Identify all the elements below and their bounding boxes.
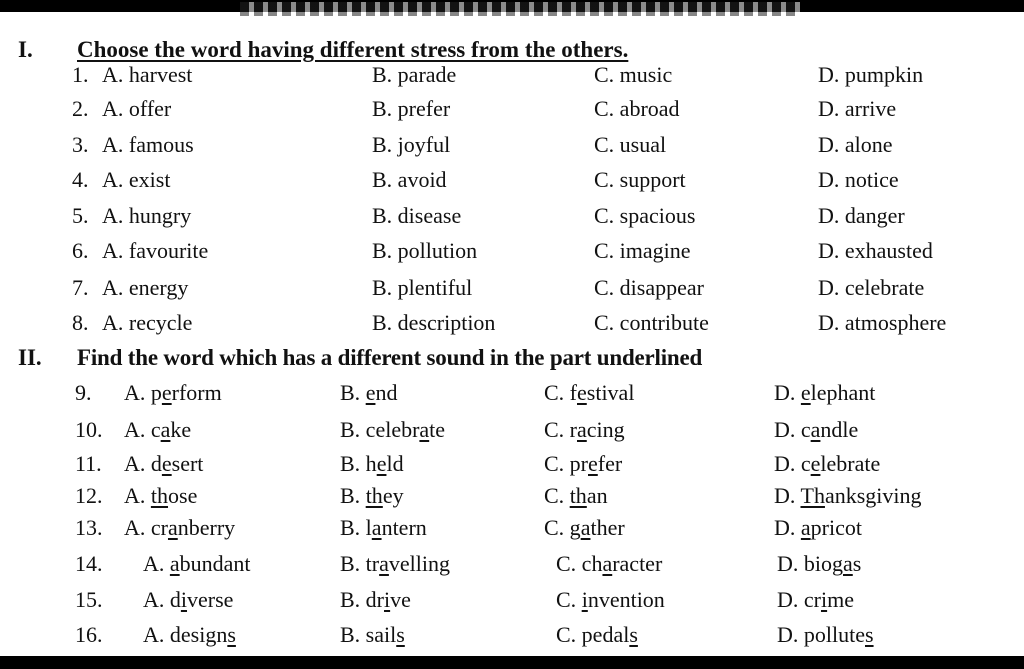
option-a: A. hungry xyxy=(102,203,192,228)
option-d xyxy=(774,515,862,541)
option-text: ose xyxy=(168,483,198,508)
option-text: C. xyxy=(544,483,570,508)
option-text: lephant xyxy=(810,380,876,405)
option-b: B. disease xyxy=(372,203,462,228)
option-c xyxy=(556,551,662,577)
option-text: ey xyxy=(382,483,404,508)
option-a xyxy=(143,551,251,577)
underlined-part: a xyxy=(602,551,613,576)
option-d xyxy=(777,551,861,577)
option-b: B. prefer xyxy=(372,96,451,121)
underlined-part: s xyxy=(396,622,405,647)
option-text: A. cr xyxy=(124,515,168,540)
question-number: 9. xyxy=(75,380,92,405)
option-b xyxy=(340,515,427,541)
option-c: C. contribute xyxy=(594,310,709,335)
option-text: lebrate xyxy=(820,451,881,476)
option-text: A. xyxy=(124,483,151,508)
option-d xyxy=(774,451,880,477)
question-number: 10. xyxy=(75,417,103,442)
option-c: C. usual xyxy=(594,132,667,157)
option-text: ld xyxy=(386,451,404,476)
underlined-part: e xyxy=(161,380,172,405)
underlined-part: a xyxy=(843,551,853,576)
underlined-part: a xyxy=(160,417,171,442)
option-text: A. c xyxy=(124,417,161,442)
option-text: ther xyxy=(590,515,625,540)
option-b: B. description xyxy=(372,310,496,335)
underlined-part: a xyxy=(169,551,180,576)
option-a: A. exist xyxy=(102,167,171,192)
option-a: A. recycle xyxy=(102,310,193,335)
underlined-part: s xyxy=(865,622,874,647)
option-d xyxy=(774,483,922,509)
option-text: anksgiving xyxy=(824,483,922,508)
section-2-title: Find the word which has a different sound in the part underlined xyxy=(77,345,703,370)
option-a: A. harvest xyxy=(102,62,193,87)
option-b xyxy=(340,483,404,509)
option-text: ntern xyxy=(381,515,427,540)
option-text: B. celebr xyxy=(340,417,420,442)
underlined-part: i xyxy=(180,587,188,612)
option-text: bundant xyxy=(179,551,251,576)
option-text: D. c xyxy=(774,451,811,476)
option-a xyxy=(143,622,236,648)
option-text: C. ch xyxy=(556,551,603,576)
underlined-part: th xyxy=(365,483,383,508)
option-text: racter xyxy=(612,551,663,576)
underlined-part: th xyxy=(569,483,587,508)
option-d: D. pumpkin xyxy=(818,62,924,87)
option-text: A. d xyxy=(143,587,181,612)
section-1-number: I. xyxy=(18,37,33,62)
underlined-part: a xyxy=(800,515,811,540)
question-number: 4. xyxy=(72,167,89,192)
option-c xyxy=(544,417,625,443)
question-number: 6. xyxy=(72,238,89,263)
option-text: B. tr xyxy=(340,551,380,576)
question-number: 2. xyxy=(72,96,89,121)
option-text: A. p xyxy=(124,380,162,405)
question-number: 11. xyxy=(75,451,102,476)
option-text: C. xyxy=(556,587,582,612)
option-b xyxy=(340,622,405,648)
option-c xyxy=(544,483,608,509)
option-text: B. sail xyxy=(340,622,397,647)
option-d xyxy=(774,417,858,443)
option-text: nd xyxy=(375,380,398,405)
option-a: A. famous xyxy=(102,132,194,157)
option-text: velling xyxy=(388,551,450,576)
option-c: C. support xyxy=(594,167,686,192)
option-a: A. offer xyxy=(102,96,172,121)
option-text: C. r xyxy=(544,417,577,442)
option-c xyxy=(556,622,638,648)
option-d xyxy=(777,587,854,613)
option-text: C. f xyxy=(544,380,577,405)
underlined-part: i xyxy=(581,587,588,612)
option-text: nvention xyxy=(587,587,665,612)
underlined-part: a xyxy=(419,417,430,442)
option-b: B. avoid xyxy=(372,167,447,192)
option-d: D. notice xyxy=(818,167,899,192)
underlined-part: e xyxy=(161,451,172,476)
option-text: B. dr xyxy=(340,587,384,612)
option-d xyxy=(774,380,875,406)
option-text: te xyxy=(429,417,446,442)
worksheet-page xyxy=(0,12,1024,656)
option-d: D. atmosphere xyxy=(818,310,947,335)
option-text: B. xyxy=(340,380,366,405)
option-b xyxy=(340,451,404,477)
option-text: A. d xyxy=(124,451,162,476)
option-b: B. joyful xyxy=(372,132,451,157)
option-a xyxy=(124,483,197,509)
underlined-part: a xyxy=(810,417,821,442)
option-text: D. c xyxy=(774,417,811,442)
underlined-part: i xyxy=(820,587,828,612)
underlined-part: a xyxy=(580,515,591,540)
option-text: A. xyxy=(143,551,170,576)
option-text: nberry xyxy=(177,515,236,540)
option-text: fer xyxy=(597,451,623,476)
question-number: 12. xyxy=(75,483,103,508)
option-a xyxy=(124,417,191,443)
option-c xyxy=(544,515,625,541)
option-text: ndle xyxy=(820,417,859,442)
option-text: sert xyxy=(171,451,204,476)
option-text: D. xyxy=(774,483,801,508)
question-number: 8. xyxy=(72,310,89,335)
option-text: D. pollute xyxy=(777,622,865,647)
question-number: 13. xyxy=(75,515,103,540)
question-number: 16. xyxy=(75,622,103,647)
underlined-part: a xyxy=(379,551,389,576)
option-c xyxy=(556,587,665,613)
option-c xyxy=(544,380,634,406)
option-text: D. biog xyxy=(777,551,843,576)
question-number: 14. xyxy=(75,551,103,576)
option-text: an xyxy=(586,483,608,508)
underlined-part: Th xyxy=(800,483,825,508)
question-number: 1. xyxy=(72,62,89,87)
underlined-part: s xyxy=(227,622,236,647)
underlined-part: a xyxy=(371,515,382,540)
option-c: C. imagine xyxy=(594,238,691,263)
option-c xyxy=(544,451,622,477)
option-b xyxy=(340,587,411,613)
option-c: C. disappear xyxy=(594,275,704,300)
underlined-part: e xyxy=(588,451,598,476)
option-text: s xyxy=(852,551,862,576)
underlined-part: e xyxy=(800,380,811,405)
option-text: B. xyxy=(340,483,366,508)
option-text: D. xyxy=(774,515,801,540)
section-2-number: II. xyxy=(18,345,42,370)
option-text: A. design xyxy=(143,622,228,647)
option-text: C. pr xyxy=(544,451,588,476)
underlined-part: s xyxy=(629,622,638,647)
option-a xyxy=(124,515,235,541)
underlined-part: e xyxy=(577,380,587,405)
underlined-part: a xyxy=(167,515,178,540)
section-1-title: Choose the word having different stress from the others. xyxy=(77,37,629,62)
option-text: cing xyxy=(586,417,625,442)
option-b xyxy=(340,380,397,406)
option-text: ve xyxy=(390,587,411,612)
option-text: verse xyxy=(187,587,234,612)
option-text: stival xyxy=(586,380,635,405)
option-text: C. g xyxy=(544,515,581,540)
option-text: pricot xyxy=(810,515,862,540)
underlined-part: i xyxy=(384,587,391,612)
option-b xyxy=(340,417,445,443)
cropped-top-text xyxy=(240,12,800,24)
option-d: D. exhausted xyxy=(818,238,933,263)
option-text: D. xyxy=(774,380,801,405)
option-a xyxy=(143,587,233,613)
question-number: 15. xyxy=(75,587,103,612)
option-d: D. danger xyxy=(818,203,905,228)
question-number: 7. xyxy=(72,275,89,300)
option-text: C. pedal xyxy=(556,622,630,647)
option-a: A. favourite xyxy=(102,238,209,263)
question-number: 3. xyxy=(72,132,89,157)
option-c: C. spacious xyxy=(594,203,696,228)
option-b xyxy=(340,551,450,577)
option-d: D. arrive xyxy=(818,96,897,121)
option-d: D. alone xyxy=(818,132,893,157)
question-number: 5. xyxy=(72,203,89,228)
option-text: B. l xyxy=(340,515,372,540)
underlined-part: th xyxy=(150,483,169,508)
option-b: B. pollution xyxy=(372,238,478,263)
underlined-part: e xyxy=(365,380,376,405)
option-a xyxy=(124,451,203,477)
option-text: rform xyxy=(171,380,222,405)
option-text: B. h xyxy=(340,451,377,476)
option-a xyxy=(124,380,222,406)
option-b: B. parade xyxy=(372,62,457,87)
underlined-part: e xyxy=(376,451,387,476)
option-text: ke xyxy=(170,417,192,442)
option-c: C. music xyxy=(594,62,673,87)
option-c: C. abroad xyxy=(594,96,680,121)
option-d xyxy=(777,622,874,648)
option-text: D. cr xyxy=(777,587,821,612)
underlined-part: e xyxy=(810,451,821,476)
option-d: D. celebrate xyxy=(818,275,925,300)
option-a: A. energy xyxy=(102,275,189,300)
underlined-part: a xyxy=(577,417,587,442)
option-text: me xyxy=(827,587,854,612)
option-b: B. plentiful xyxy=(372,275,473,300)
